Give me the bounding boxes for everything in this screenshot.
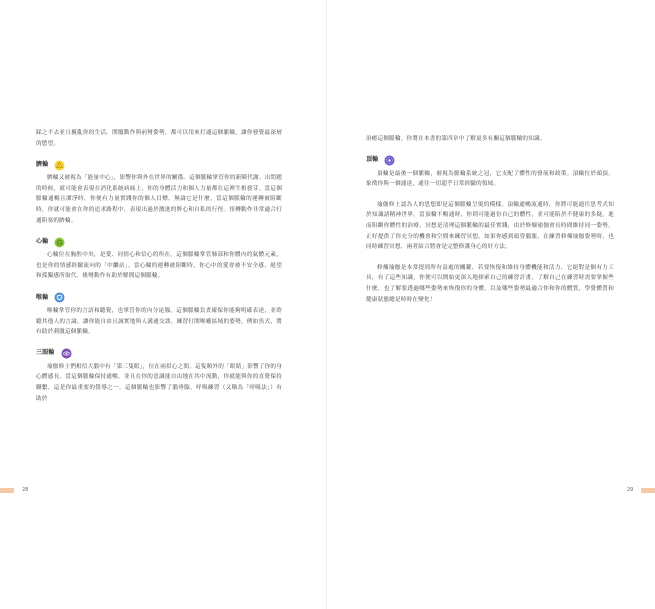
left-intro-paragraph: 踩之不去並且擾亂你的生活。開髖動作與前彎姿勢，都可以用來打通這個脈輪，讓你發覺最深層的慾望。 bbox=[36, 130, 282, 147]
section-text-crown: 頂輪是最後一個脈輪，被視為脈輪系統之冠，它支配了體性的發展和政策。頂輪位於頭頂，象徵你與一個通達，通往一切超乎日常經驗的領域。 bbox=[366, 170, 614, 188]
section-heading-crown bbox=[366, 155, 614, 167]
right-paragraph: 修煉瑜伽是本常提到所有益處的關鍵，若要恢復和維持身體機能和活力，它絕對是個有力工具，有了這些知識，你便可以開始更深入地探索自己的練習計畫，了解自己在練習時需要掌握些什麼，也了解要透過哪些姿勢來恢復你的身體，以及哪些姿勢最適合你和你的體質，學覺體質和健康狀態總是時時在變化！ bbox=[366, 264, 614, 303]
section-heading-throat bbox=[36, 292, 282, 304]
right-paragraph: 瑜伽修士認為人的思想即是這個脈輪呈現的模樣。頂輪通暢流通時，你將可能通往思考式知於知識諸精神世界，當頂輪不暢通時，你則可能過份自己的體性，並可能陷於不健康的多疑，進而阻斷你體性的治療。冥想是清理這個脈輪的最佳實踐，由於修煉瑜伽會長時間維持同一姿勢，正好提供了你充分的機會和空間來練習冥想。如果你感到頭昏腦脹，在練習修煉瑜伽姿勢時，也同時練習冥想，兩者結合將會是完整修護身心的好方法。 bbox=[366, 201, 614, 251]
left-page bbox=[0, 0, 327, 609]
section-title: 臍輪 bbox=[36, 160, 49, 168]
page-edge-bar-left bbox=[0, 488, 14, 493]
heart-chakra-icon bbox=[54, 237, 65, 248]
solar-plexus-chakra-icon bbox=[54, 160, 65, 171]
throat-chakra-icon bbox=[54, 292, 65, 303]
section-title: 心輪 bbox=[36, 237, 49, 245]
section-text-third-eye: 瑜伽修士們相信大腦中有「第三隻眼」，位在兩眉心之間。這隻額外的「眼睛」影響了你的身心體感長。當這個脈輪保持通暢，並且在你的意識能自由地在其中流動，你就能與你的直覺保持聯繫，這是你最重要的覺導之一。這個脈輪也影響了腦垂腺。呼吸練習（又稱為「呼吸法」）有助於 bbox=[36, 363, 282, 402]
section-title: 頂輪 bbox=[366, 156, 379, 164]
section-title: 喉輪 bbox=[36, 293, 49, 301]
crown-chakra-icon bbox=[384, 155, 395, 166]
section-text-heart: 心輪位在胸腔中央，是愛、同情心和信心的所在。這個脈輪掌管肺部和你體內的氣體元素，也是你的情感經驗流向的「中繼站」。當心輪的運轉被阻斷時，你心中的愛會被不安全感、絕望和孤獨感所取代。後彎動作有助於解開這個脈輪。 bbox=[36, 252, 282, 280]
section-heading-heart bbox=[36, 236, 282, 248]
page-number-left: 28 bbox=[22, 487, 29, 493]
section-title: 三眼輪 bbox=[36, 349, 55, 357]
section-heading-third-eye bbox=[36, 348, 282, 360]
section-text-throat: 喉輪掌管你的言語和聽覺，也掌管你的內分泌腺。這個脈輪負責確保你能夠明確表達，並聆聽其他人的言論，讓你能自由且誠實地與人溝通交談。練習打開喉嚨區域的姿勢，例如魚式，將有助於刺激這個脈輪。 bbox=[36, 307, 282, 336]
right-intro-paragraph: 治癒這個脈輪。你將在本書的第四章中了解更多有關這個脈輪的知識。 bbox=[366, 136, 546, 142]
right-text-column bbox=[366, 134, 614, 315]
section-text-solar-plexus: 臍輪又被視為「能量中心」，影響你與外在世界的關係。這個脈輪掌管你的新陳代謝。出問題的時候，就可能會表現在消化系統病痛上，你的身體活力和個人力量都在這裡生根發芽。當這個脈輪通暢且潔淨時，你便有力量實踐你的個人目標。無論它是什麼，當這個脈輪的運轉被阻斷時，你就可能會在你的追求路程中，表現出過於激進的野心和自私的行徑。扭轉動作非常適合打通阻塞的臍輪。 bbox=[36, 175, 282, 224]
third-eye-chakra-icon bbox=[61, 348, 72, 359]
page-edge-bar-right bbox=[641, 488, 655, 493]
section-heading-solar-plexus bbox=[36, 159, 282, 171]
left-text-column bbox=[36, 128, 282, 414]
page-number-right: 29 bbox=[627, 487, 634, 493]
